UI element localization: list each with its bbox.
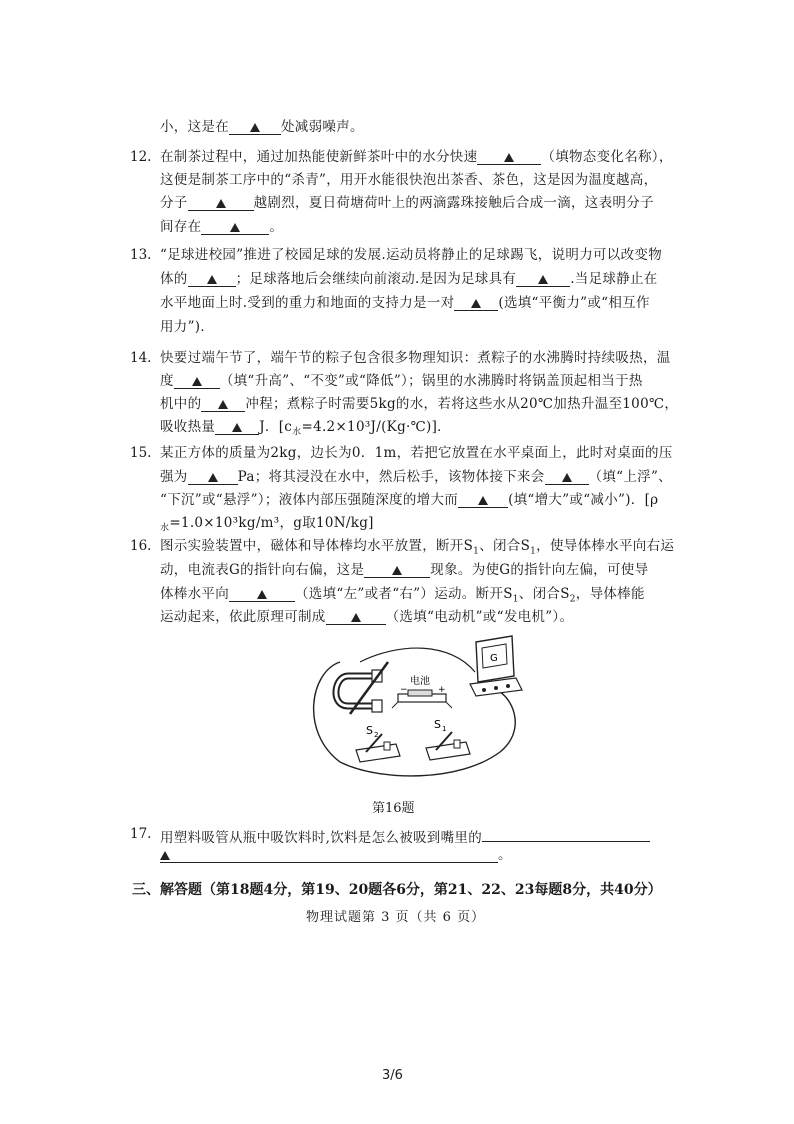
triangle-icon <box>192 377 202 386</box>
answer-blank[interactable] <box>326 608 386 625</box>
triangle-icon <box>207 275 217 284</box>
text-line <box>160 418 451 442</box>
text: 水平地面上时.受到的重力和地面的支持力是一对 <box>160 295 455 311</box>
answer-blank[interactable] <box>229 585 295 602</box>
triangle-icon <box>160 851 170 860</box>
subscript: 水 <box>160 523 170 534</box>
text-line <box>160 171 657 189</box>
text: 图示实验装置中，磁体和导体棒均水平放置，断开S <box>160 538 474 554</box>
triangle-icon <box>562 473 572 482</box>
experiment-figure <box>300 632 540 782</box>
text-line <box>160 194 654 212</box>
text-line <box>160 372 643 390</box>
text-line <box>160 395 678 413</box>
text: 吸收热量 <box>160 419 216 435</box>
answer-blank[interactable] <box>454 294 498 311</box>
answer-blank[interactable] <box>188 270 236 287</box>
text: “足球进校园”推进了校园足球的发展.运动员将静止的足球踢飞，说明力可以改变物 <box>160 247 662 263</box>
text: ，使导体棒水平向右运 <box>536 538 675 554</box>
wire <box>360 648 475 672</box>
text: (填“增大”或“减小”)．[ρ <box>508 492 659 508</box>
answer-blank[interactable] <box>482 825 650 842</box>
text: ，导体棒能 <box>575 586 645 602</box>
text-line <box>160 148 673 166</box>
triangle-icon <box>230 223 240 232</box>
text-line <box>160 246 662 264</box>
text-line <box>160 608 573 626</box>
text: 。 <box>498 847 512 863</box>
text: 某正方体的质量为2kg，边长为0．1m，若把它放置在水平桌面上，此时对桌面的压 <box>160 445 673 461</box>
subscript: 2 <box>569 594 576 605</box>
text: 小，这是在 <box>160 119 229 135</box>
question-number: 13. <box>130 247 152 263</box>
switch-s2-label: S <box>366 724 373 737</box>
text: （填“上浮”、 <box>588 469 672 485</box>
answer-blank[interactable] <box>160 846 498 863</box>
text: (选填“平衡力”或“相互作 <box>498 295 650 311</box>
text: 这便是制茶工序中的“杀青”，用开水能很快泡出茶香、茶色，这是因为温度越高， <box>160 172 658 188</box>
answer-blank[interactable] <box>545 468 589 485</box>
text: （选填“电动机”或“发电机”）。 <box>385 609 574 625</box>
text: 冲程；煮粽子时需要5kg的水，若将这些水从20℃加热升温至100℃， <box>245 396 679 412</box>
answer-blank[interactable] <box>188 194 254 211</box>
text-line <box>160 218 283 236</box>
triangle-icon <box>216 199 226 208</box>
text: （填物态变化名称）， <box>541 149 673 165</box>
text: 用塑料吸管从瓶中吸饮料时,饮料是怎么被吸到嘴里的 <box>160 830 482 846</box>
text-line <box>160 825 650 847</box>
text: （填“升高”、“不变”或“降低”）；锅里的水沸腾时将锅盖顶起相当于热 <box>219 373 643 389</box>
galvanometer-icon <box>470 636 522 696</box>
text: 在制茶过程中，通过加热能使新鲜茶叶中的水分快速 <box>160 149 478 165</box>
text: 快要过端午节了，端午节的粽子包含很多物理知识：煮粽子的水沸腾时持续吸热，温 <box>160 350 671 366</box>
text: 强为 <box>160 469 188 485</box>
text-line <box>160 561 648 579</box>
text-line <box>160 349 671 367</box>
text: 机中的 <box>160 396 202 412</box>
text: 度 <box>160 373 174 389</box>
answer-blank[interactable] <box>201 218 269 235</box>
text-line <box>160 468 672 486</box>
triangle-icon <box>232 423 242 432</box>
page-number: 3/6 <box>382 1068 403 1083</box>
answer-blank[interactable] <box>188 468 238 485</box>
horseshoe-magnet-icon <box>336 670 382 712</box>
question-number: 17. <box>130 826 152 842</box>
text-line <box>160 444 673 462</box>
battery-label: 电池 <box>410 676 430 687</box>
text: ；足球落地后会继续向前滚动.是因为足球具有 <box>235 271 517 287</box>
text-line <box>160 585 645 609</box>
text-line <box>160 270 658 288</box>
text: =4.2×10³J/(Kg·℃)]． <box>301 419 451 435</box>
question-number: 12. <box>130 149 152 165</box>
galvanometer-label: G <box>490 653 498 664</box>
answer-blank[interactable] <box>174 372 220 389</box>
page-footer: 物理试题第 3 页（共 6 页） <box>306 910 486 925</box>
text: .当足球静止在 <box>570 271 658 287</box>
text: “下沉”或“悬浮”）；液体内部压强随深度的增大而 <box>160 492 459 508</box>
answer-blank[interactable] <box>215 418 259 435</box>
answer-blank[interactable] <box>364 561 430 578</box>
answer-blank[interactable] <box>229 118 281 135</box>
text-line <box>160 318 214 336</box>
text: 间存在 <box>160 219 202 235</box>
switch-s2-subscript: 2 <box>374 731 379 739</box>
text: 。 <box>269 219 284 235</box>
text-line <box>160 294 650 312</box>
triangle-icon <box>351 613 361 622</box>
triangle-icon <box>504 153 514 162</box>
text: =1.0×10³kg/m³，g取10N/kg] <box>169 515 374 531</box>
triangle-icon <box>471 299 481 308</box>
subscript: 1 <box>512 594 519 605</box>
text: 越剧烈，夏日荷塘荷叶上的两滴露珠接触后合成一滴，这表明分子 <box>253 195 654 211</box>
triangle-icon <box>250 123 260 132</box>
text: 、闭合S <box>518 586 570 602</box>
subscript: 1 <box>530 546 537 557</box>
subscript: 1 <box>473 546 480 557</box>
subscript: 水 <box>292 427 302 438</box>
text: 体棒水平向 <box>160 586 229 602</box>
text: 处减弱噪声。 <box>281 119 364 135</box>
text: 分子 <box>160 195 188 211</box>
triangle-icon <box>218 400 228 409</box>
switch-s1-subscript: 1 <box>442 725 447 733</box>
text: Pa；将其浸没在水中，然后松手，该物体接下来会 <box>237 469 545 485</box>
section-title: 三、解答题（第18题4分，第19、20题各6分，第21、22、23每题8分，共40分） <box>132 882 662 898</box>
question-number: 16. <box>130 538 152 554</box>
battery-plus: + <box>438 685 446 695</box>
figure-caption: 第16题 <box>372 801 415 816</box>
switch-s1-label: S <box>434 718 441 731</box>
triangle-icon <box>208 473 218 482</box>
answer-blank[interactable] <box>477 148 541 165</box>
text-line <box>160 118 364 136</box>
answer-blank[interactable] <box>201 395 245 412</box>
triangle-icon <box>538 275 548 284</box>
answer-blank[interactable] <box>516 270 570 287</box>
triangle-icon <box>392 566 402 575</box>
text-line <box>160 491 658 509</box>
switch-s1-icon <box>426 732 470 760</box>
text-line <box>160 846 512 864</box>
text: 现象。为使G的指针向左偏，可使导 <box>430 562 649 578</box>
text: J．[c <box>259 419 293 435</box>
triangle-icon <box>478 496 488 505</box>
question-number: 14. <box>130 350 152 366</box>
text: 运动起来，依此原理可制成 <box>160 609 326 625</box>
answer-blank[interactable] <box>458 491 508 508</box>
text-line <box>160 514 374 538</box>
triangle-icon <box>257 590 267 599</box>
text: 用力”)． <box>160 319 215 335</box>
text: 、闭合S <box>479 538 531 554</box>
text: （选填“左”或者“右”）运动。断开S <box>295 586 513 602</box>
text: 体的 <box>160 271 188 287</box>
question-number: 15. <box>130 445 152 461</box>
text: 动，电流表G的指针向右偏，这是 <box>160 562 365 578</box>
battery-minus: − <box>400 685 408 695</box>
text-line <box>160 537 674 561</box>
